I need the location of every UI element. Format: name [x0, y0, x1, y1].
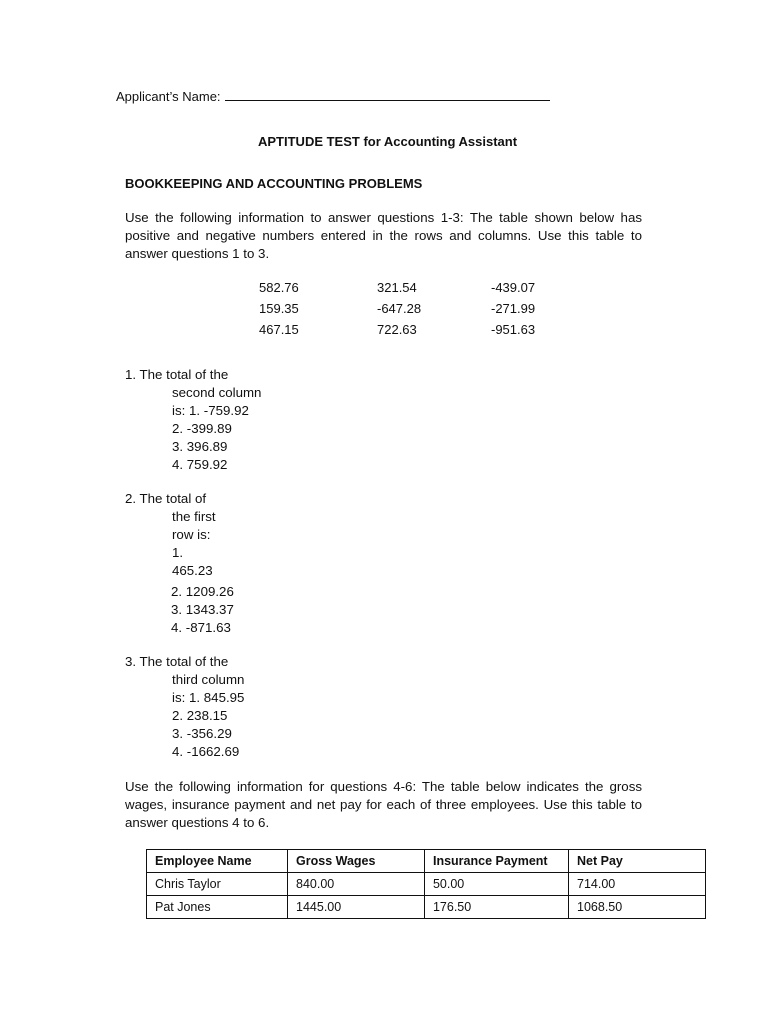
question-line: third column [172, 672, 245, 687]
table-cell: 714.00 [569, 873, 706, 896]
question-2 [125, 490, 234, 637]
number-cell: 467.15 [259, 322, 299, 337]
applicant-name-label: Applicant’s Name: [116, 89, 221, 104]
question-line: 3. The total of the [125, 654, 229, 669]
table-cell: 176.50 [424, 896, 568, 919]
column-header: Employee Name [147, 850, 288, 873]
column-header: Insurance Payment [424, 850, 568, 873]
answer-option: 2. 1209.26 [171, 584, 234, 599]
question-line: 1. The total of the [125, 367, 229, 382]
table-cell: Chris Taylor [147, 873, 288, 896]
table-cell: 1445.00 [288, 896, 425, 919]
answer-option: 4. -1662.69 [172, 744, 240, 759]
answer-option: 4. 759.92 [172, 457, 228, 472]
answer-option: 3. -356.29 [172, 726, 232, 741]
table-row [147, 896, 706, 919]
question-3 [125, 653, 244, 761]
question-line: is: 1. -759.92 [172, 403, 249, 418]
question-line: 1. [172, 545, 184, 560]
question-line: second column [172, 385, 262, 400]
number-cell: -271.99 [491, 301, 536, 316]
table-cell: 840.00 [288, 873, 425, 896]
applicant-name-field [116, 88, 550, 106]
question-1 [125, 366, 261, 474]
intro-paragraph-2: Use the following information for questions 4-6: The table below indicates the gross wages, insurance payment and net pay for each of three employees. Use this table to answer questions 4 to 6. [125, 779, 642, 830]
number-cell: 159.35 [259, 301, 299, 316]
table-cell: 50.00 [424, 873, 568, 896]
table-row [147, 873, 706, 896]
column-header: Net Pay [569, 850, 706, 873]
question-line: the first [172, 509, 216, 524]
number-cell: -647.28 [377, 301, 422, 316]
column-header: Gross Wages [288, 850, 425, 873]
section-heading: BOOKKEEPING AND ACCOUNTING PROBLEMS [125, 176, 423, 191]
question-line: 465.23 [172, 563, 213, 578]
number-cell: 582.76 [259, 280, 299, 295]
employee-table [146, 849, 706, 919]
page-title: APTITUDE TEST for Accounting Assistant [258, 134, 518, 149]
applicant-name-blank-line[interactable] [225, 88, 550, 101]
answer-option: 2. 238.15 [172, 708, 228, 723]
number-cell: 722.63 [377, 322, 417, 337]
question-line: is: 1. 845.95 [172, 690, 245, 705]
answer-option: 2. -399.89 [172, 421, 232, 436]
number-cell: -951.63 [491, 322, 536, 337]
answer-option: 4. -871.63 [171, 620, 231, 635]
question-line: row is: [172, 527, 211, 542]
table-cell: Pat Jones [147, 896, 288, 919]
answer-option: 3. 396.89 [172, 439, 228, 454]
number-cell: -439.07 [491, 280, 536, 295]
answer-option: 3. 1343.37 [171, 602, 234, 617]
number-cell: 321.54 [377, 280, 417, 295]
table-header-row [147, 850, 706, 873]
question-line: 2. The total of [125, 491, 207, 506]
table-cell: 1068.50 [569, 896, 706, 919]
intro-paragraph-1: Use the following information to answer questions 1-3: The table shown below has positive and negative numbers entered in the rows and columns. Use this table to answer questions 1 to 3. [125, 210, 642, 261]
